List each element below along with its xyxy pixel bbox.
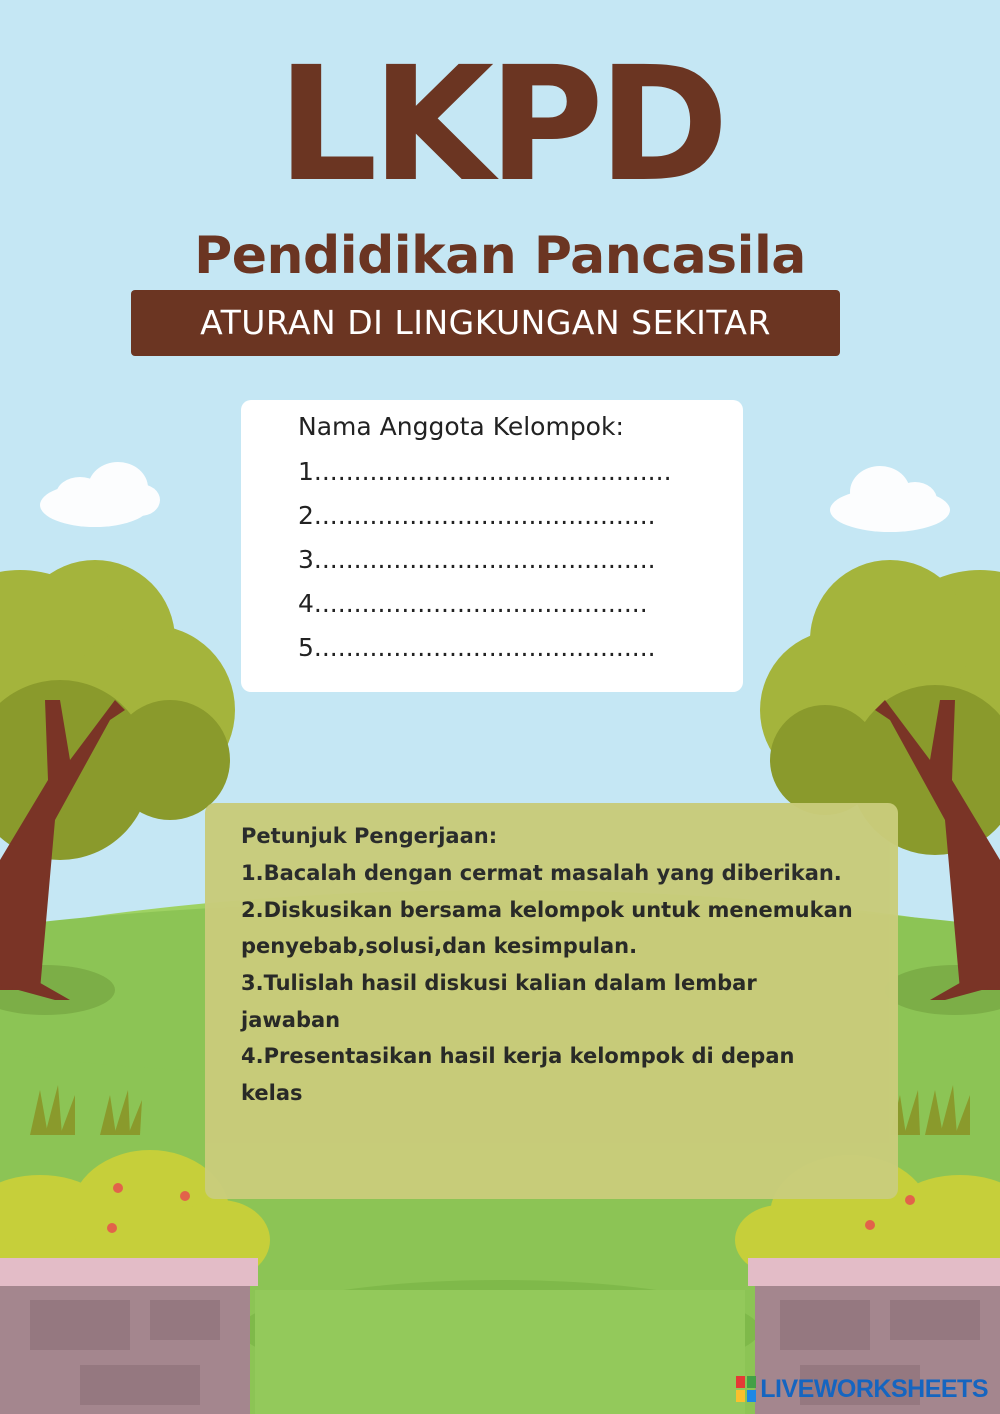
instruction-line: 4.Presentasikan hasil kerja kelompok di depan <box>241 1044 795 1068</box>
instruction-line: kelas <box>241 1081 303 1105</box>
liveworksheets-logo-icon <box>736 1376 756 1402</box>
instructions-panel <box>205 803 898 1199</box>
liveworksheets-watermark[interactable] <box>736 1374 988 1404</box>
page-title: LKPD <box>276 33 724 217</box>
subject-title: Pendidikan Pancasila <box>194 226 806 286</box>
instruction-line: 1.Bacalah dengan cermat masalah yang diberikan. <box>241 861 842 885</box>
watermark-text: LIVEWORKSHEETS <box>760 1374 988 1403</box>
member-line[interactable]: 5........................................... <box>298 633 656 662</box>
instruction-line: penyebab,solusi,dan kesimpulan. <box>241 934 638 958</box>
instruction-line: 2.Diskusikan bersama kelompok untuk menemukan <box>241 898 853 922</box>
member-line[interactable]: 2........................................... <box>298 501 656 530</box>
members-heading: Nama Anggota Kelompok: <box>298 412 624 441</box>
member-line[interactable]: 4.......................................... <box>298 589 648 618</box>
member-line[interactable]: 1............................................. <box>298 457 672 486</box>
member-line[interactable]: 3........................................... <box>298 545 656 574</box>
instruction-line: jawaban <box>241 1008 341 1032</box>
wall-left <box>0 1258 258 1414</box>
topic-banner: ATURAN DI LINGKUNGAN SEKITAR <box>131 290 840 356</box>
instruction-line: 3.Tulislah hasil diskusi kalian dalam lembar <box>241 971 757 995</box>
instructions-heading: Petunjuk Pengerjaan: <box>241 824 498 848</box>
members-card <box>241 400 743 692</box>
